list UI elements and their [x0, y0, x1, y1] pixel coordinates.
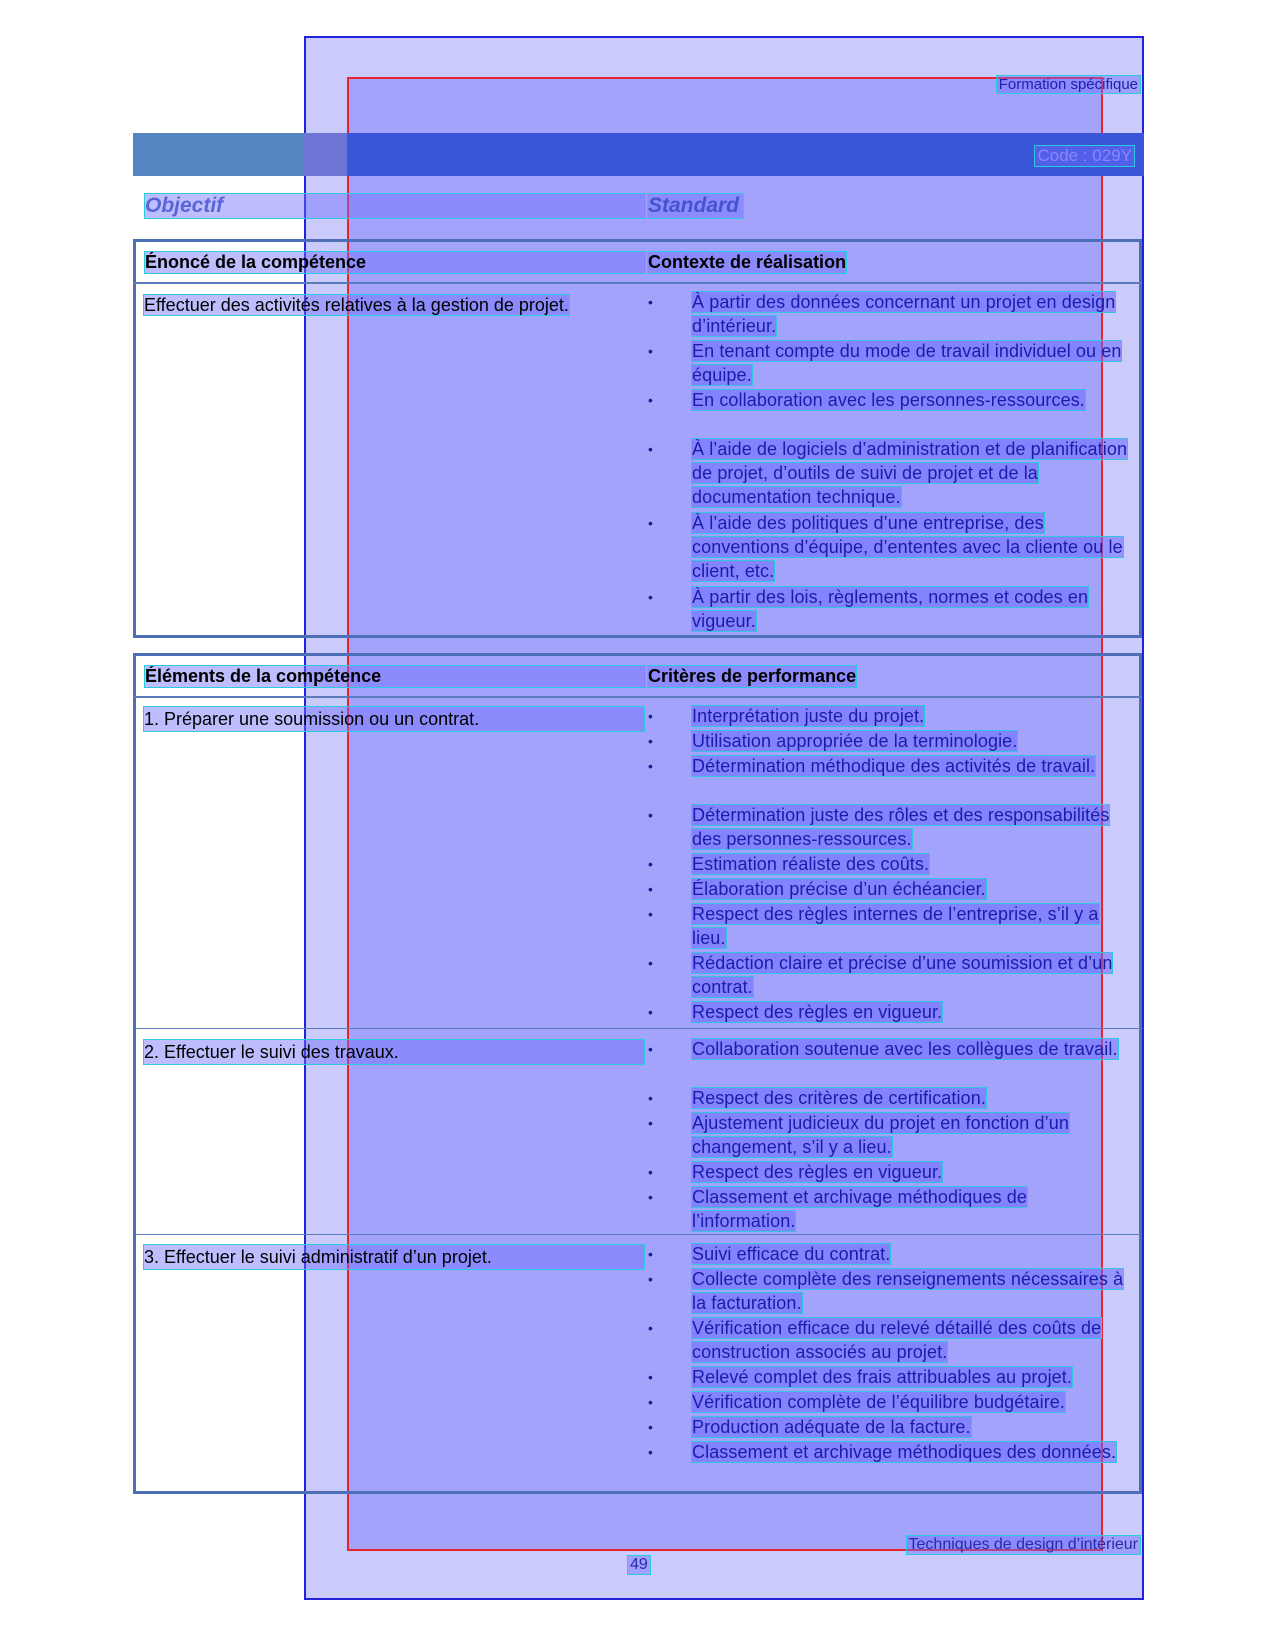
elements-header: Éléments de la compétence [145, 666, 645, 687]
enonce-text [144, 293, 584, 317]
competency-code: Code : 029Y [1037, 146, 1132, 165]
critere-element2-item [692, 1111, 1132, 1159]
critere-element1-item-text: Détermination méthodique des activités de travail. [692, 756, 1096, 776]
critere-element1-item [692, 754, 1132, 778]
critere-element1-item-text: Utilisation appropriée de la terminologie. [692, 731, 1018, 751]
critere-element1-item [692, 951, 1132, 999]
critere-element3-item-text: Collecte complète des renseignements nécessaires à la facturation. [692, 1269, 1124, 1313]
critere-element2-bullet-icon: • [648, 1189, 653, 1205]
critere-element3-item [692, 1440, 1132, 1464]
contexte-item-text: À partir des lois, règlements, normes et codes en vigueur. [692, 587, 1089, 631]
critere-element1-item-text: Interprétation juste du projet. [692, 706, 925, 726]
critere-element1-item-text: Rédaction claire et précise d’une soumission et d’un contrat. [692, 953, 1113, 997]
critere-element2-item-text: Respect des critères de certification. [692, 1088, 986, 1108]
top-label: Formation spécifique [998, 76, 1138, 93]
critere-element3-item [692, 1267, 1132, 1315]
critere-element3-item [692, 1242, 1132, 1266]
standard-heading: Standard [648, 194, 743, 218]
critere-element3-item [692, 1316, 1132, 1364]
element-1-label: 1. Préparer une soumission ou un contrat. [144, 707, 644, 731]
objectif-heading: Objectif [145, 194, 645, 218]
contexte-bullet-icon: • [648, 343, 653, 359]
contexte-item-text: En collaboration avec les personnes-ressources. [692, 390, 1085, 410]
critere-element3-bullet-icon: • [648, 1419, 653, 1435]
contexte-item-text: En tenant compte du mode de travail individuel ou en équipe. [692, 341, 1122, 385]
critere-element1-bullet-icon: • [648, 906, 653, 922]
criteres-header: Critères de performance [648, 666, 857, 686]
table2-header-rule [133, 696, 1142, 698]
critere-element1-item [692, 803, 1132, 851]
contexte-item [692, 585, 1132, 633]
critere-element3-item-text: Vérification efficace du relevé détaillé des coûts de construction associés au projet. [692, 1318, 1102, 1362]
row-divider-1 [133, 1028, 1142, 1029]
critere-element1-item [692, 704, 1132, 728]
contexte-item-text: À l’aide de logiciels d’administration et de planification de projet, d’outils de suivi de projet et de la documentation technique. [692, 439, 1128, 507]
critere-element3-bullet-icon: • [648, 1444, 653, 1460]
header-band [133, 133, 1144, 176]
critere-element1-bullet-icon: • [648, 881, 653, 897]
critere-element3-item-text: Production adéquate de la facture. [692, 1417, 971, 1437]
critere-element1-item-text: Respect des règles en vigueur. [692, 1002, 943, 1022]
critere-element3-item-text: Vérification complète de l’équilibre budgétaire. [692, 1392, 1066, 1412]
critere-element3-bullet-icon: • [648, 1271, 653, 1287]
element-3-label: 3. Effectuer le suivi administratif d’un projet. [144, 1245, 644, 1269]
critere-element2-item-text: Classement et archivage méthodiques de l’information. [692, 1187, 1027, 1231]
contexte-item-text: À partir des données concernant un projet en design d’intérieur. [692, 292, 1116, 336]
contexte-item [692, 290, 1132, 338]
contexte-bullet-icon: • [648, 294, 653, 310]
contexte-header: Contexte de réalisation [648, 252, 847, 272]
critere-element3-item [692, 1415, 1132, 1439]
critere-element1-bullet-icon: • [648, 708, 653, 724]
critere-element1-item-text: Élaboration précise d’un échéancier. [692, 879, 986, 899]
critere-element3-bullet-icon: • [648, 1320, 653, 1336]
critere-element2-item [692, 1185, 1132, 1233]
enonce-value: Effectuer des activités relatives à la gestion de projet. [144, 295, 569, 315]
critere-element3-item [692, 1365, 1132, 1389]
critere-element1-bullet-icon: • [648, 758, 653, 774]
critere-element1-bullet-icon: • [648, 733, 653, 749]
contexte-item [692, 437, 1132, 509]
row-divider-2 [133, 1234, 1142, 1235]
contexte-bullet-icon: • [648, 441, 653, 457]
critere-element1-item-text: Estimation réaliste des coûts. [692, 854, 930, 874]
contexte-bullet-icon: • [648, 589, 653, 605]
critere-element1-item-text: Respect des règles internes de l’entreprise, s’il y a lieu. [692, 904, 1099, 948]
critere-element2-bullet-icon: • [648, 1041, 653, 1057]
critere-element1-item [692, 877, 1132, 901]
critere-element1-item [692, 729, 1132, 753]
contexte-item-text: À l’aide des politiques d’une entreprise, des conventions d’équipe, d’ententes avec la cliente ou le client, etc. [692, 513, 1123, 581]
critere-element2-item [692, 1037, 1132, 1061]
critere-element1-item [692, 852, 1132, 876]
element-2-label: 2. Effectuer le suivi des travaux. [144, 1040, 644, 1064]
critere-element2-item-text: Respect des règles en vigueur. [692, 1162, 943, 1182]
footer-title: Techniques de design d’intérieur [908, 1536, 1138, 1553]
critere-element3-item-text: Classement et archivage méthodiques des données. [692, 1442, 1117, 1462]
table1-header-rule [133, 282, 1142, 284]
critere-element3-bullet-icon: • [648, 1369, 653, 1385]
critere-element2-bullet-icon: • [648, 1090, 653, 1106]
critere-element3-bullet-icon: • [648, 1394, 653, 1410]
critere-element2-item [692, 1160, 1132, 1184]
contexte-item [692, 511, 1132, 583]
critere-element1-item [692, 902, 1132, 950]
critere-element1-bullet-icon: • [648, 856, 653, 872]
critere-element1-item [692, 1000, 1132, 1024]
critere-element2-bullet-icon: • [648, 1164, 653, 1180]
contexte-bullet-icon: • [648, 392, 653, 408]
critere-element1-bullet-icon: • [648, 1004, 653, 1020]
critere-element1-bullet-icon: • [648, 955, 653, 971]
critere-element3-bullet-icon: • [648, 1246, 653, 1262]
contexte-bullet-icon: • [648, 515, 653, 531]
critere-element3-item-text: Relevé complet des frais attribuables au projet. [692, 1367, 1072, 1387]
critere-element2-item [692, 1086, 1132, 1110]
page-number: 49 [630, 1556, 648, 1573]
critere-element3-item [692, 1390, 1132, 1414]
enonce-header: Énoncé de la compétence [145, 252, 645, 273]
critere-element2-item-text: Collaboration soutenue avec les collègues de travail. [692, 1039, 1118, 1059]
contexte-item [692, 388, 1132, 412]
critere-element2-item-text: Ajustement judicieux du projet en fonction d’un changement, s’il y a lieu. [692, 1113, 1069, 1157]
critere-element1-bullet-icon: • [648, 807, 653, 823]
critere-element3-item-text: Suivi efficace du contrat. [692, 1244, 891, 1264]
contexte-item [692, 339, 1132, 387]
critere-element1-item-text: Détermination juste des rôles et des responsabilités des personnes-ressources. [692, 805, 1110, 849]
critere-element2-bullet-icon: • [648, 1115, 653, 1131]
